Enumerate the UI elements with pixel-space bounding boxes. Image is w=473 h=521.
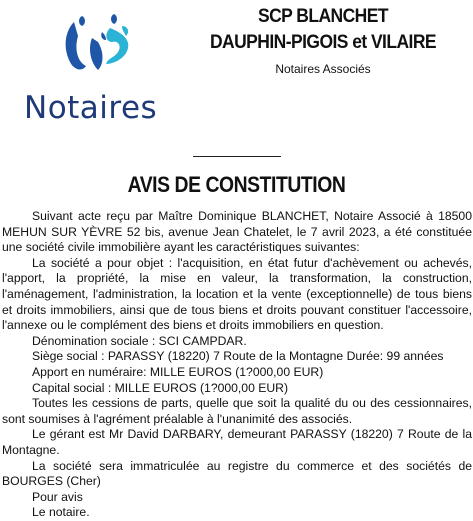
paragraph-gerant: Le gérant est Mr David DARBARY, demeurant PARASSY (18220) 7 Route de la Montagne. [2,427,472,457]
notice-title: AVIS DE CONSTITUTION [127,172,346,197]
paragraph-immatriculation: La société sera immatriculée au registre du commerce et des sociétés de BOURGES (Cher) [2,458,472,489]
paragraph-intro: Suivant acte reçu par Maître Dominique BLANCHET, Notaire Associé à 18500 MEHUN SUR YÈVRE 52 bis, avenue Jean Chatelet, le 7 avril 2023, a été constituée une société civile immobilière ayant les caractéristiques suivantes: [2,209,472,255]
logo-text: Notaires [24,90,158,126]
notaires-logo [22,12,182,126]
office-subtitle: Notaires Associés [275,62,371,76]
office-name-line1: SCP BLANCHET [257,6,388,27]
paragraph-cessions: Toutes les cessions de parts, quelle que soit la qualité du ou des cessionnaires, sont soumises à l'agrément préalable à l'unanimité des associés. [2,396,472,426]
paragraph-pour-avis: Pour avis [32,489,83,504]
paragraph-signature: Le notaire. [32,505,90,520]
paragraph-apport: Apport en numéraire: MILLE EUROS (1?000,00 EUR) [32,364,324,379]
notice-body [2,209,472,521]
paragraph-capital: Capital social : MILLE EUROS (1?000,00 EUR) [32,380,289,395]
paragraph-siege: Siège social : PARASSY (18220) 7 Route de la Montagne Durée: 99 années [32,349,444,364]
office-name-line2: DAUPHIN-PIGOIS et VILAIRE [209,32,437,53]
paragraph-object: La société a pour objet : l'acquisition, en état futur d'achèvement ou achevés, l'apport, la propriété, la mise en valeur, la transformation, la construction, l'aménagement, l'administration, la location et la vente (exceptionnelle) de tous biens et droits immobiliers, ainsi que de tous biens et droits pouvant constituer l'accessoire, l'annexe ou le complément des biens et droits immobiliers en question. [2,255,472,333]
paragraph-denomination: Dénomination sociale : SCI CAMPDAR. [32,333,247,348]
divider [193,156,281,157]
office-header [178,4,468,76]
notaires-emblem-icon [52,12,152,92]
